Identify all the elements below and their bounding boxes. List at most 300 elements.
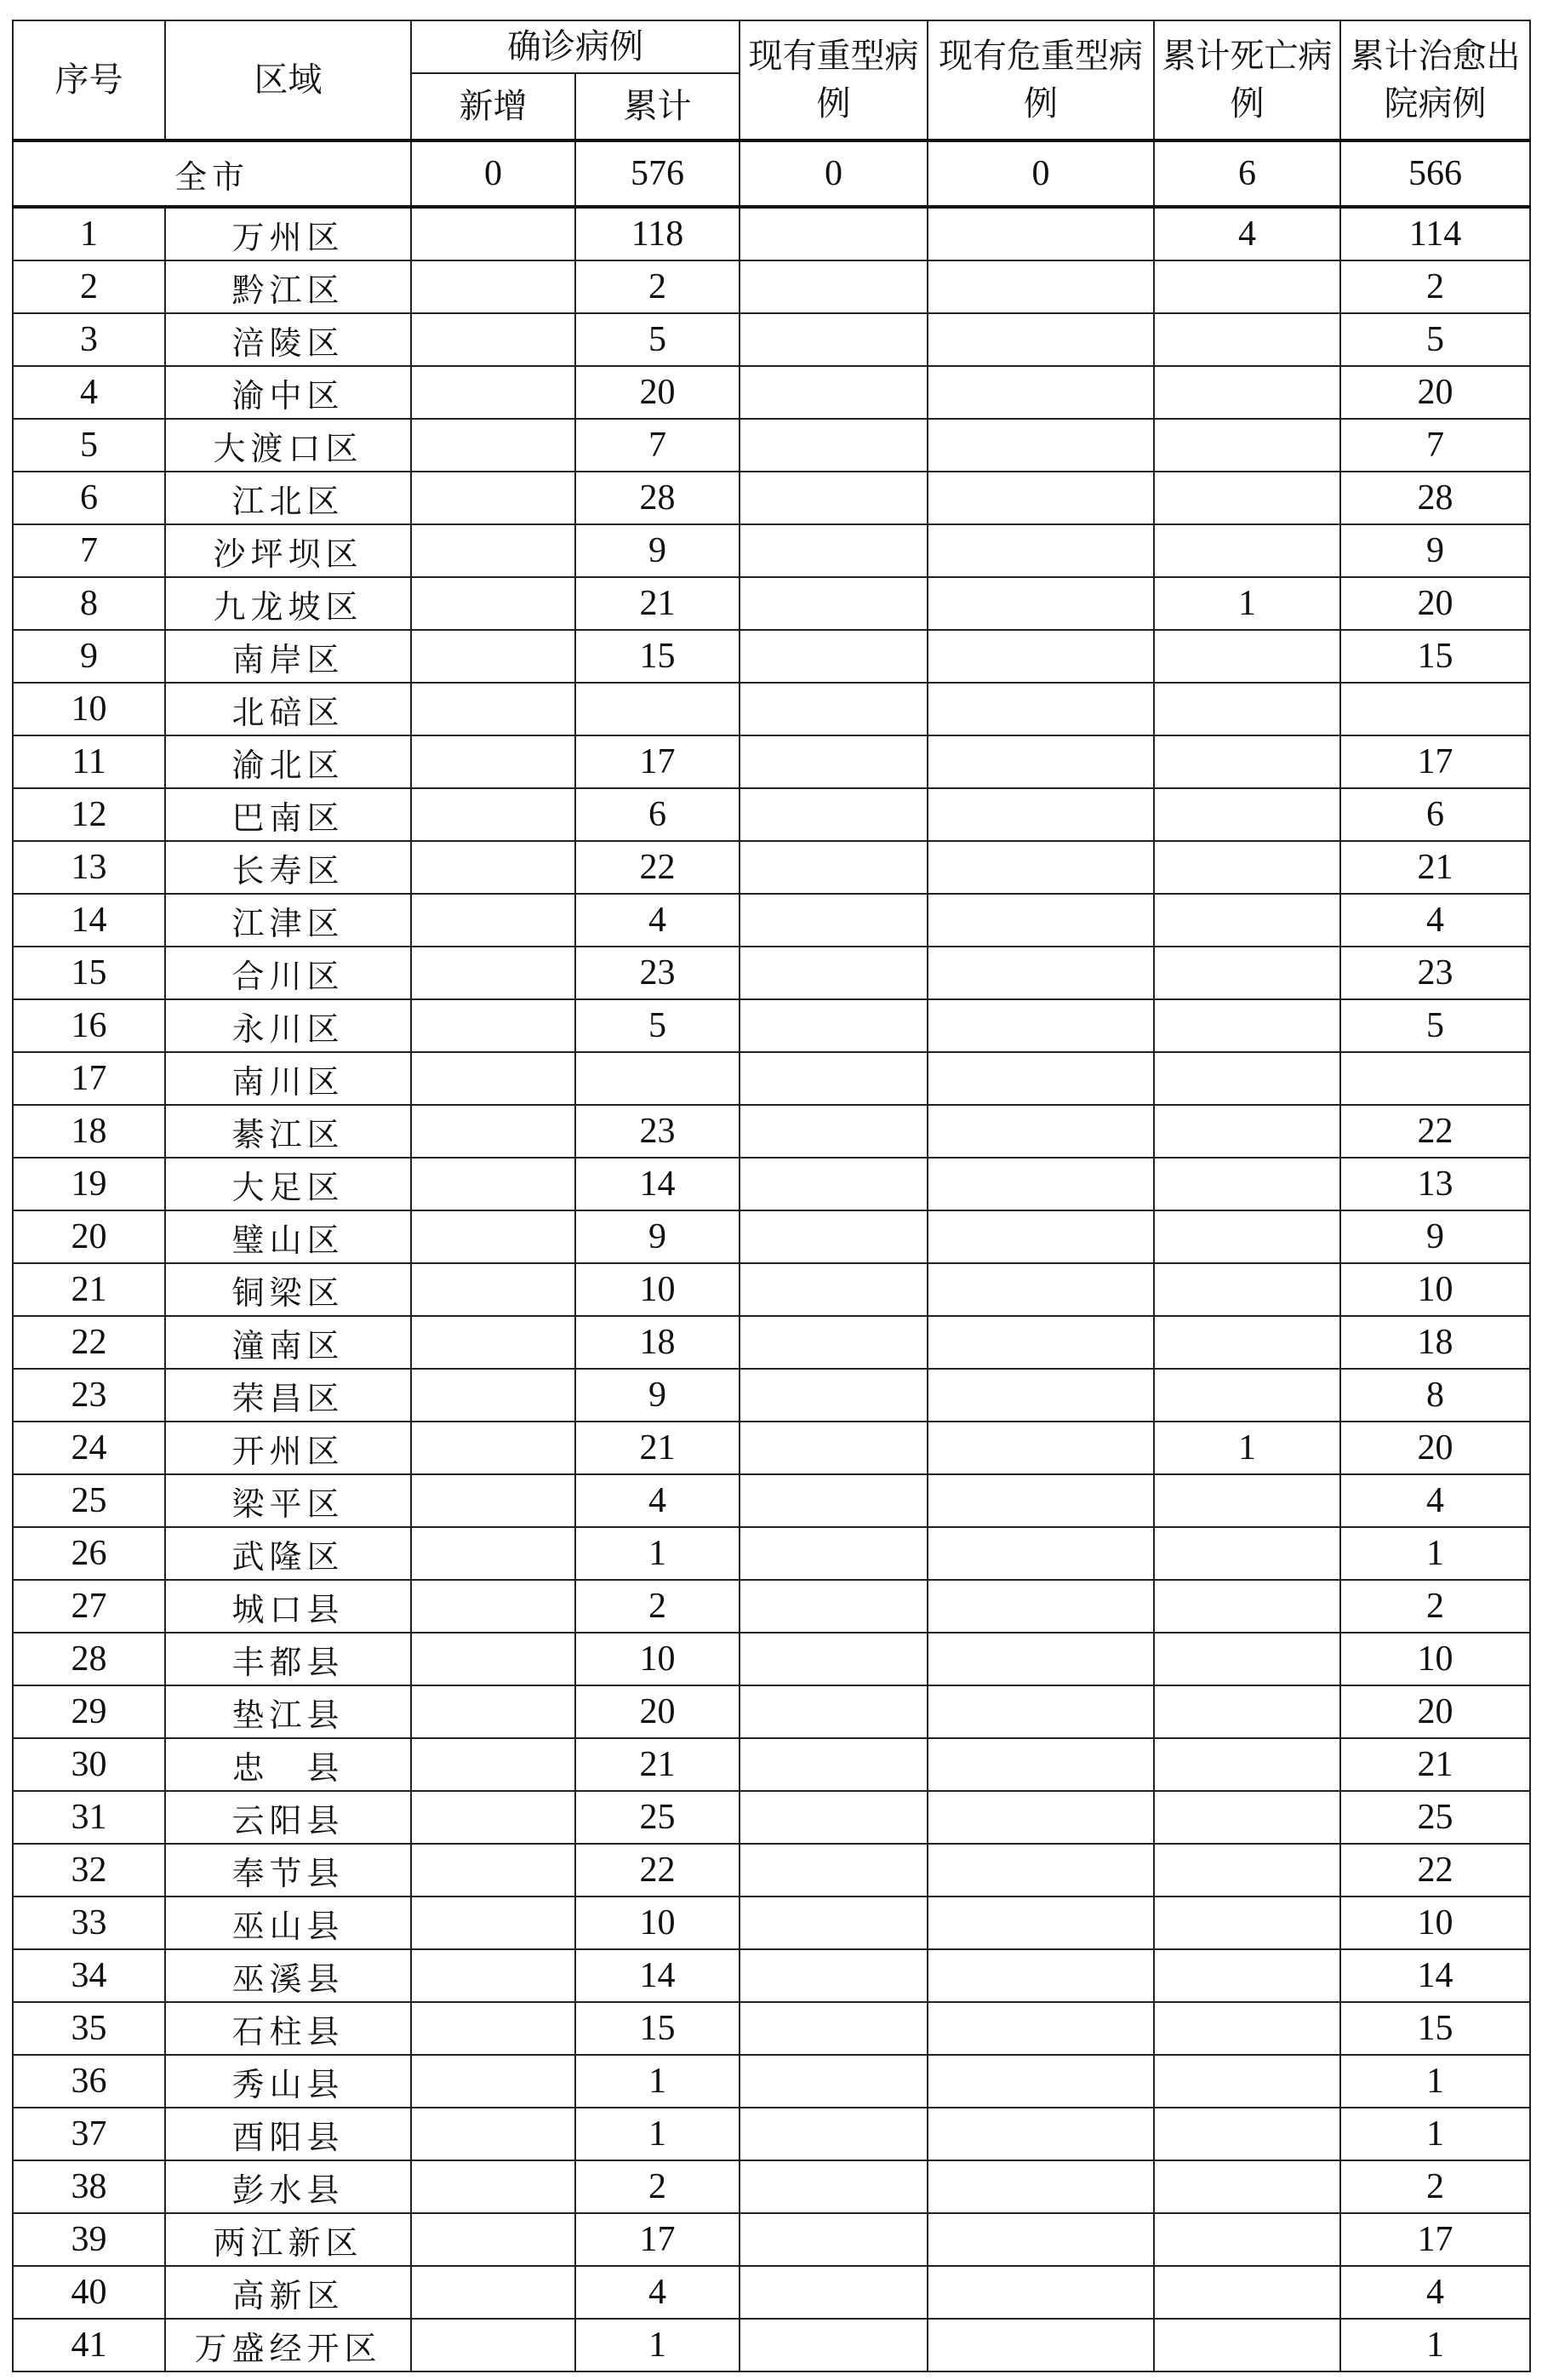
cell-region: 城口县 xyxy=(165,1580,411,1633)
cell-cumulative: 21 xyxy=(575,1738,740,1791)
cell-new xyxy=(411,683,575,735)
cell-index: 14 xyxy=(13,894,165,947)
cell-deaths xyxy=(1154,947,1340,999)
cell-recovered: 23 xyxy=(1340,947,1530,999)
cell-cumulative xyxy=(575,1052,740,1105)
cell-severe xyxy=(740,1422,928,1474)
cell-critical xyxy=(928,2266,1154,2319)
covid-cases-table xyxy=(12,20,1531,2372)
cell-deaths xyxy=(1154,419,1340,472)
cell-cumulative: 15 xyxy=(575,630,740,683)
cell-recovered xyxy=(1340,1052,1530,1105)
cell-new xyxy=(411,1422,575,1474)
cell-index: 1 xyxy=(13,207,165,260)
cell-severe xyxy=(740,2319,928,2371)
table-row xyxy=(13,999,1530,1052)
cell-region: 南岸区 xyxy=(165,630,411,683)
cell-new xyxy=(411,419,575,472)
table-row xyxy=(13,2055,1530,2108)
cell-deaths xyxy=(1154,788,1340,841)
table-row xyxy=(13,1685,1530,1738)
cell-cumulative: 9 xyxy=(575,1210,740,1263)
cell-deaths xyxy=(1154,1105,1340,1158)
table-row xyxy=(13,1369,1530,1422)
table-row xyxy=(13,2002,1530,2055)
cell-severe xyxy=(740,1316,928,1369)
cell-cumulative: 10 xyxy=(575,1263,740,1316)
cell-index: 26 xyxy=(13,1527,165,1580)
cell-region: 大足区 xyxy=(165,1158,411,1210)
cell-recovered: 21 xyxy=(1340,841,1530,894)
cell-new xyxy=(411,841,575,894)
cell-severe xyxy=(740,577,928,630)
cell-new xyxy=(411,1580,575,1633)
cell-severe xyxy=(740,788,928,841)
cell-severe xyxy=(740,1158,928,1210)
cell-critical xyxy=(928,894,1154,947)
cell-deaths: 4 xyxy=(1154,207,1340,260)
cell-recovered: 28 xyxy=(1340,472,1530,524)
total-label: 全市 xyxy=(13,140,411,207)
total-recovered: 566 xyxy=(1340,140,1530,207)
cell-index: 12 xyxy=(13,788,165,841)
cell-severe xyxy=(740,2108,928,2160)
cell-cumulative: 4 xyxy=(575,1474,740,1527)
table-row xyxy=(13,2213,1530,2266)
cell-index: 29 xyxy=(13,1685,165,1738)
cell-deaths xyxy=(1154,1210,1340,1263)
table-row xyxy=(13,313,1530,366)
cell-severe xyxy=(740,366,928,419)
cell-deaths xyxy=(1154,1844,1340,1897)
cell-index: 11 xyxy=(13,735,165,788)
cell-cumulative: 28 xyxy=(575,472,740,524)
cell-cumulative: 18 xyxy=(575,1316,740,1369)
header-cumulative: 累计 xyxy=(575,73,740,140)
cell-deaths xyxy=(1154,2213,1340,2266)
cell-new xyxy=(411,1738,575,1791)
cell-critical xyxy=(928,1210,1154,1263)
cell-cumulative: 5 xyxy=(575,313,740,366)
cell-recovered: 20 xyxy=(1340,577,1530,630)
cell-critical xyxy=(928,1897,1154,1949)
cell-region: 两江新区 xyxy=(165,2213,411,2266)
header-deaths: 累计死亡病例 xyxy=(1154,20,1340,140)
cell-region: 黔江区 xyxy=(165,260,411,313)
cell-deaths xyxy=(1154,1580,1340,1633)
cell-critical xyxy=(928,1633,1154,1685)
cell-index: 17 xyxy=(13,1052,165,1105)
cell-recovered: 17 xyxy=(1340,2213,1530,2266)
cell-region: 武隆区 xyxy=(165,1527,411,1580)
cell-severe xyxy=(740,1263,928,1316)
cell-deaths xyxy=(1154,1263,1340,1316)
cell-new xyxy=(411,1210,575,1263)
table-row xyxy=(13,1897,1530,1949)
cell-region: 忠 县 xyxy=(165,1738,411,1791)
header-region: 区域 xyxy=(165,20,411,140)
table-row xyxy=(13,2108,1530,2160)
cell-recovered: 18 xyxy=(1340,1316,1530,1369)
table-row xyxy=(13,1844,1530,1897)
cell-region: 南川区 xyxy=(165,1052,411,1105)
cell-region: 江津区 xyxy=(165,894,411,947)
cell-recovered: 13 xyxy=(1340,1158,1530,1210)
cell-recovered: 1 xyxy=(1340,1527,1530,1580)
cell-new xyxy=(411,630,575,683)
cell-deaths xyxy=(1154,1052,1340,1105)
cell-new xyxy=(411,1791,575,1844)
cell-new xyxy=(411,1474,575,1527)
cell-cumulative: 9 xyxy=(575,1369,740,1422)
table-row xyxy=(13,2266,1530,2319)
cell-new xyxy=(411,2213,575,2266)
cell-index: 15 xyxy=(13,947,165,999)
cell-cumulative: 10 xyxy=(575,1633,740,1685)
cell-region: 荣昌区 xyxy=(165,1369,411,1422)
cell-index: 21 xyxy=(13,1263,165,1316)
cell-deaths xyxy=(1154,524,1340,577)
cell-index: 40 xyxy=(13,2266,165,2319)
cell-index: 32 xyxy=(13,1844,165,1897)
cell-new xyxy=(411,947,575,999)
cell-cumulative: 6 xyxy=(575,788,740,841)
table-row xyxy=(13,1633,1530,1685)
cell-cumulative: 2 xyxy=(575,2160,740,2213)
cell-index: 4 xyxy=(13,366,165,419)
table-row xyxy=(13,577,1530,630)
cell-critical xyxy=(928,1474,1154,1527)
cell-severe xyxy=(740,2160,928,2213)
cell-critical xyxy=(928,366,1154,419)
cell-recovered: 6 xyxy=(1340,788,1530,841)
table-row xyxy=(13,2160,1530,2213)
table-row xyxy=(13,260,1530,313)
cell-severe xyxy=(740,1369,928,1422)
cell-recovered: 5 xyxy=(1340,999,1530,1052)
cell-recovered: 4 xyxy=(1340,894,1530,947)
cell-region: 酉阳县 xyxy=(165,2108,411,2160)
cell-severe xyxy=(740,1105,928,1158)
cell-new xyxy=(411,207,575,260)
cell-index: 18 xyxy=(13,1105,165,1158)
cell-new xyxy=(411,2266,575,2319)
cell-region: 巫山县 xyxy=(165,1897,411,1949)
table-row xyxy=(13,841,1530,894)
cell-severe xyxy=(740,683,928,735)
cell-deaths xyxy=(1154,999,1340,1052)
cell-critical xyxy=(928,2319,1154,2371)
cell-index: 19 xyxy=(13,1158,165,1210)
cell-deaths xyxy=(1154,2160,1340,2213)
cell-index: 10 xyxy=(13,683,165,735)
cell-severe xyxy=(740,2055,928,2108)
cell-severe xyxy=(740,1580,928,1633)
cell-region: 綦江区 xyxy=(165,1105,411,1158)
cell-severe xyxy=(740,894,928,947)
cell-new xyxy=(411,999,575,1052)
cell-region: 万盛经开区 xyxy=(165,2319,411,2371)
cell-cumulative: 1 xyxy=(575,2055,740,2108)
cell-new xyxy=(411,1158,575,1210)
cell-index: 16 xyxy=(13,999,165,1052)
cell-new xyxy=(411,1685,575,1738)
cell-region: 奉节县 xyxy=(165,1844,411,1897)
cell-recovered: 9 xyxy=(1340,524,1530,577)
cell-index: 2 xyxy=(13,260,165,313)
cell-critical xyxy=(928,313,1154,366)
cell-recovered: 8 xyxy=(1340,1369,1530,1422)
cell-critical xyxy=(928,260,1154,313)
cell-region: 渝北区 xyxy=(165,735,411,788)
cell-index: 8 xyxy=(13,577,165,630)
cell-index: 31 xyxy=(13,1791,165,1844)
cell-deaths xyxy=(1154,472,1340,524)
cell-severe xyxy=(740,1685,928,1738)
cell-new xyxy=(411,2160,575,2213)
cell-critical xyxy=(928,2213,1154,2266)
cell-deaths xyxy=(1154,2002,1340,2055)
cell-new xyxy=(411,472,575,524)
cell-severe xyxy=(740,1633,928,1685)
cell-critical xyxy=(928,1422,1154,1474)
cell-deaths xyxy=(1154,366,1340,419)
cell-cumulative: 15 xyxy=(575,2002,740,2055)
cell-recovered xyxy=(1340,683,1530,735)
cell-deaths xyxy=(1154,1685,1340,1738)
cell-deaths: 1 xyxy=(1154,577,1340,630)
cell-deaths xyxy=(1154,735,1340,788)
cell-cumulative: 5 xyxy=(575,999,740,1052)
cell-cumulative: 1 xyxy=(575,2108,740,2160)
cell-critical xyxy=(928,630,1154,683)
cell-new xyxy=(411,524,575,577)
cell-critical xyxy=(928,2108,1154,2160)
cell-severe xyxy=(740,524,928,577)
cell-recovered: 1 xyxy=(1340,2055,1530,2108)
cell-deaths xyxy=(1154,1316,1340,1369)
total-row xyxy=(13,140,1530,207)
cell-region: 潼南区 xyxy=(165,1316,411,1369)
table-row xyxy=(13,1105,1530,1158)
cell-cumulative: 20 xyxy=(575,1685,740,1738)
cell-index: 41 xyxy=(13,2319,165,2371)
cell-region: 北碚区 xyxy=(165,683,411,735)
cell-deaths xyxy=(1154,2266,1340,2319)
cell-severe xyxy=(740,1897,928,1949)
cell-new xyxy=(411,1105,575,1158)
cell-cumulative: 14 xyxy=(575,1158,740,1210)
cell-deaths xyxy=(1154,894,1340,947)
cell-region: 云阳县 xyxy=(165,1791,411,1844)
cell-critical xyxy=(928,1580,1154,1633)
cell-region: 开州区 xyxy=(165,1422,411,1474)
cell-deaths xyxy=(1154,2319,1340,2371)
total-cumulative: 576 xyxy=(575,140,740,207)
cell-recovered: 7 xyxy=(1340,419,1530,472)
cell-index: 38 xyxy=(13,2160,165,2213)
table-row xyxy=(13,1527,1530,1580)
cell-critical xyxy=(928,472,1154,524)
cell-region: 梁平区 xyxy=(165,1474,411,1527)
cell-index: 13 xyxy=(13,841,165,894)
cell-region: 秀山县 xyxy=(165,2055,411,2108)
cell-index: 34 xyxy=(13,1949,165,2002)
cell-severe xyxy=(740,841,928,894)
cell-recovered: 21 xyxy=(1340,1738,1530,1791)
cell-cumulative: 22 xyxy=(575,1844,740,1897)
table-row xyxy=(13,472,1530,524)
table-row xyxy=(13,947,1530,999)
cell-cumulative xyxy=(575,683,740,735)
cell-region: 长寿区 xyxy=(165,841,411,894)
cell-cumulative: 9 xyxy=(575,524,740,577)
cell-severe xyxy=(740,1474,928,1527)
cell-new xyxy=(411,577,575,630)
cell-cumulative: 21 xyxy=(575,1422,740,1474)
table-row xyxy=(13,366,1530,419)
cell-critical xyxy=(928,1158,1154,1210)
cell-index: 35 xyxy=(13,2002,165,2055)
cell-critical xyxy=(928,947,1154,999)
cell-critical xyxy=(928,1685,1154,1738)
cell-cumulative: 22 xyxy=(575,841,740,894)
cell-recovered: 2 xyxy=(1340,260,1530,313)
total-new: 0 xyxy=(411,140,575,207)
cell-index: 7 xyxy=(13,524,165,577)
cell-index: 5 xyxy=(13,419,165,472)
cell-critical xyxy=(928,841,1154,894)
cell-recovered: 4 xyxy=(1340,1474,1530,1527)
cell-deaths xyxy=(1154,1738,1340,1791)
cell-cumulative: 1 xyxy=(575,2319,740,2371)
total-severe: 0 xyxy=(740,140,928,207)
cell-index: 37 xyxy=(13,2108,165,2160)
cell-region: 高新区 xyxy=(165,2266,411,2319)
table-row xyxy=(13,1474,1530,1527)
cell-severe xyxy=(740,999,928,1052)
cell-index: 33 xyxy=(13,1897,165,1949)
table-row xyxy=(13,1210,1530,1263)
cell-cumulative: 2 xyxy=(575,260,740,313)
cell-critical xyxy=(928,1105,1154,1158)
cell-cumulative: 1 xyxy=(575,1527,740,1580)
cell-recovered: 2 xyxy=(1340,1580,1530,1633)
cell-severe xyxy=(740,735,928,788)
cell-region: 永川区 xyxy=(165,999,411,1052)
cell-critical xyxy=(928,1527,1154,1580)
table-row xyxy=(13,1316,1530,1369)
table-row xyxy=(13,1263,1530,1316)
cell-cumulative: 17 xyxy=(575,2213,740,2266)
cell-critical xyxy=(928,735,1154,788)
cell-critical xyxy=(928,2160,1154,2213)
cell-recovered: 22 xyxy=(1340,1105,1530,1158)
cell-new xyxy=(411,2319,575,2371)
header-critical: 现有危重型病例 xyxy=(928,20,1154,140)
cell-severe xyxy=(740,1527,928,1580)
cell-deaths xyxy=(1154,260,1340,313)
cell-cumulative: 21 xyxy=(575,577,740,630)
table-row xyxy=(13,207,1530,260)
cell-index: 6 xyxy=(13,472,165,524)
cell-new xyxy=(411,2002,575,2055)
cell-new xyxy=(411,313,575,366)
cell-cumulative: 118 xyxy=(575,207,740,260)
cell-severe xyxy=(740,2266,928,2319)
cell-severe xyxy=(740,1738,928,1791)
cell-deaths xyxy=(1154,1369,1340,1422)
table-row xyxy=(13,1422,1530,1474)
cell-critical xyxy=(928,2055,1154,2108)
cell-deaths xyxy=(1154,1897,1340,1949)
cell-deaths xyxy=(1154,1949,1340,2002)
cell-cumulative: 20 xyxy=(575,366,740,419)
cell-index: 24 xyxy=(13,1422,165,1474)
cell-severe xyxy=(740,1791,928,1844)
cell-new xyxy=(411,1527,575,1580)
cell-deaths xyxy=(1154,1158,1340,1210)
table-row xyxy=(13,419,1530,472)
cell-new xyxy=(411,788,575,841)
cell-deaths: 1 xyxy=(1154,1422,1340,1474)
cell-region: 铜梁区 xyxy=(165,1263,411,1316)
cell-deaths xyxy=(1154,1527,1340,1580)
cell-critical xyxy=(928,1844,1154,1897)
table-row xyxy=(13,524,1530,577)
table-row xyxy=(13,630,1530,683)
cell-region: 璧山区 xyxy=(165,1210,411,1263)
total-deaths: 6 xyxy=(1154,140,1340,207)
cell-severe xyxy=(740,472,928,524)
cell-critical xyxy=(928,1949,1154,2002)
cell-critical xyxy=(928,524,1154,577)
cell-critical xyxy=(928,2002,1154,2055)
cell-region: 彭水县 xyxy=(165,2160,411,2213)
cell-deaths xyxy=(1154,313,1340,366)
cell-severe xyxy=(740,1052,928,1105)
cell-index: 36 xyxy=(13,2055,165,2108)
cell-new xyxy=(411,1633,575,1685)
header-new: 新增 xyxy=(411,73,575,140)
cell-recovered: 17 xyxy=(1340,735,1530,788)
cell-region: 巴南区 xyxy=(165,788,411,841)
cell-recovered: 10 xyxy=(1340,1633,1530,1685)
cell-cumulative: 2 xyxy=(575,1580,740,1633)
cell-recovered: 14 xyxy=(1340,1949,1530,2002)
cell-region: 丰都县 xyxy=(165,1633,411,1685)
cell-recovered: 114 xyxy=(1340,207,1530,260)
cell-critical xyxy=(928,788,1154,841)
cell-recovered: 5 xyxy=(1340,313,1530,366)
header-confirmed: 确诊病例 xyxy=(411,20,740,73)
table-row xyxy=(13,1580,1530,1633)
cell-recovered: 20 xyxy=(1340,366,1530,419)
cell-cumulative: 25 xyxy=(575,1791,740,1844)
cell-critical xyxy=(928,1791,1154,1844)
table-row xyxy=(13,1052,1530,1105)
cell-deaths xyxy=(1154,1633,1340,1685)
cell-cumulative: 17 xyxy=(575,735,740,788)
cell-index: 27 xyxy=(13,1580,165,1633)
cell-new xyxy=(411,260,575,313)
cell-deaths xyxy=(1154,841,1340,894)
cell-critical xyxy=(928,577,1154,630)
cell-cumulative: 10 xyxy=(575,1897,740,1949)
cell-severe xyxy=(740,1949,928,2002)
cell-deaths xyxy=(1154,1474,1340,1527)
cell-severe xyxy=(740,1210,928,1263)
